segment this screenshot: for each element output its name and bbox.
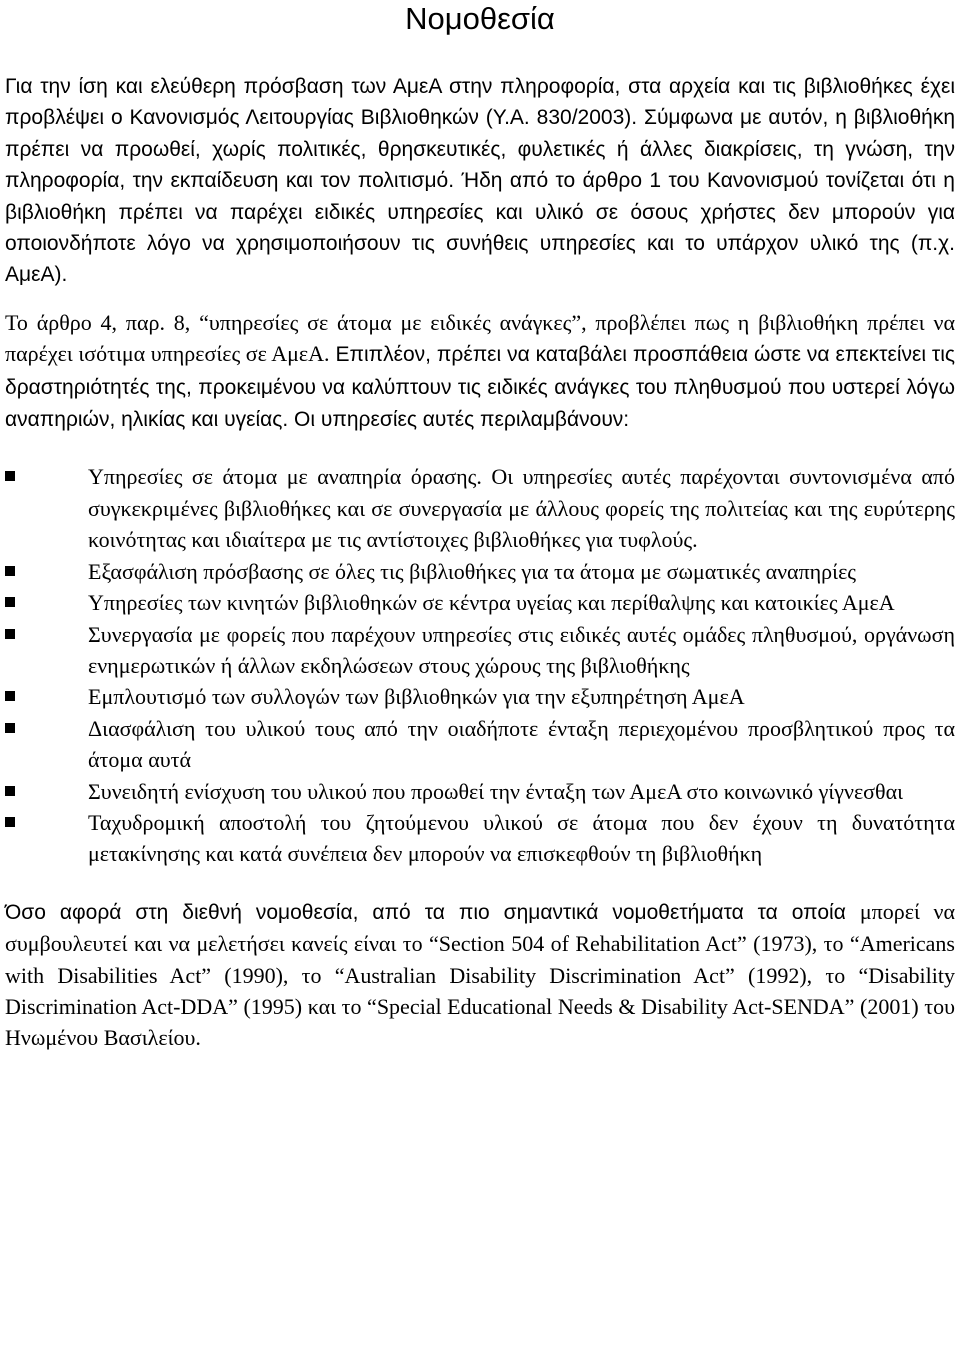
list-item xyxy=(5,587,955,618)
article-text-sans: Επιπλέον, πρέπει να καταβάλει προσπάθεια ώστε να επεκτείνει τις δραστηριότητές της, προκειμένου να καλύπτουν τις ειδικές ανάγκες του πληθυσμού που υστερεί λόγω αναπηριών, ηλικίας και υγείας. Οι υπηρεσίες αυτές περιλαμβάνουν: xyxy=(5,343,956,432)
international-text-serif: μπορεί να συμβουλευτεί και να μελετήσει κανείς είναι το “Section 504 of Rehabilitation Act” (1973), το “Americans with Disabilities Act” (1990), το “Australian Disability Discrimination Act” (1992), το “Disability Discrimination Act-DDA” (1995) και το “Special Educational Needs & Disability Act-SENDA” (2001) του Ηνωμένου Βασιλείου. xyxy=(5,898,955,1051)
square-bullet-icon xyxy=(5,713,88,744)
list-item-text: Εμπλουτισμό των συλλογών των βιβλιοθηκών για την εξυπηρέτηση ΑμεΑ xyxy=(88,684,745,710)
intro-paragraph: Για την ίση και ελεύθερη πρόσβαση των ΑμεΑ στην πληροφορία, στα αρχεία και τις βιβλιοθήκες έχει προβλέψει ο Κανονισμός Λειτουργίας Βιβλιοθηκών (Υ.Α. 830/2003). Σύμφωνα με αυτόν, η βιβλιοθήκη πρέπει να προωθεί, χωρίς πολιτικές, θρησκευτικές, φυλετικές ή άλλες διακρίσεις, τη γνώση, την πληροφορία, την εκπαίδευση και τον πολιτισμό. Ήδη από το άρθρο 1 του Κανονισμού τονίζεται ότι η βιβλιοθήκη πρέπει να παρέχει ειδικές υπηρεσίες και υλικό σε όσους χρήστες δεν μπορούν για οποιονδήποτε λόγο να χρησιμοποιήσουν τις συνήθεις υπηρεσίες και το υπάρχον υλικό της (π.χ. ΑμεΑ). xyxy=(5,75,955,287)
square-bullet-icon xyxy=(5,556,88,587)
article-paragraph xyxy=(5,307,955,436)
international-text-sans: Όσο αφορά στη διεθνή νομοθεσία, από τα πιο σημαντικά νομοθετήματα τα οποία xyxy=(5,900,860,924)
square-bullet-icon xyxy=(5,776,88,807)
page-title: Νομοθεσία xyxy=(405,1,555,36)
list-item-text: Διασφάλιση του υλικού τους από την οιαδήποτε ένταξη περιεχομένου προσβλητικού προς τα άτομα αυτά xyxy=(88,715,955,773)
document-page xyxy=(5,0,955,1054)
list-item-text: Ταχυδρομική αποστολή του ζητούμενου υλικού σε άτομα που δεν έχουν τη δυνατότητα μετακίνησης και κατά συνέπεια δεν μπορούν να επισκεφθούν τη βιβλιοθήκη xyxy=(88,809,955,867)
list-item-text: Συνειδητή ενίσχυση του υλικού που προωθεί την ένταξη των ΑμεΑ στο κοινωνικό γίγνεσθαι xyxy=(88,778,904,804)
services-list xyxy=(5,461,955,869)
list-item-text: Υπηρεσίες σε άτομα με αναπηρία όρασης. Οι υπηρεσίες αυτές παρέχονται συντονισμένα από συγκεκριμένες βιβλιοθήκες και σε συνεργασία με άλλους φορείς της πολιτείας και της ευρύτερης κοινότητας και ιδιαίτερα με τις αντίστοιχες βιβλιοθήκες για τυφλούς. xyxy=(88,464,955,553)
article-text-serif: Το άρθρο 4, παρ. 8, “υπηρεσίες σε άτομα με ειδικές ανάγκες”, προβλέπει πως η βιβλιοθήκη πρέπει να παρέχει ισότιμα υπηρεσίες σε ΑμεΑ. xyxy=(5,309,955,367)
square-bullet-icon xyxy=(5,681,88,712)
list-item xyxy=(5,713,955,776)
list-item xyxy=(5,619,955,682)
square-bullet-icon xyxy=(5,461,88,492)
list-item xyxy=(5,681,955,712)
international-paragraph xyxy=(5,896,955,1054)
square-bullet-icon xyxy=(5,807,88,838)
list-item xyxy=(5,556,955,587)
list-item xyxy=(5,776,955,807)
list-item xyxy=(5,461,955,555)
list-item-text: Εξασφάλιση πρόσβασης σε όλες τις βιβλιοθήκες για τα άτομα με σωματικές αναπηρίες xyxy=(88,558,857,584)
square-bullet-icon xyxy=(5,587,88,618)
list-item xyxy=(5,807,955,870)
list-item-text: Υπηρεσίες των κινητών βιβλιοθηκών σε κέντρα υγείας και περίθαλψης και κατοικίες ΑμεΑ xyxy=(88,590,895,616)
list-item-text: Συνεργασία με φορείς που παρέχουν υπηρεσίες στις ειδικές αυτές ομάδες πληθυσμού, οργάνωση ενημερωτικών ή άλλων εκδηλώσεων στους χώρους της βιβλιοθήκης xyxy=(88,621,955,678)
square-bullet-icon xyxy=(5,619,88,650)
